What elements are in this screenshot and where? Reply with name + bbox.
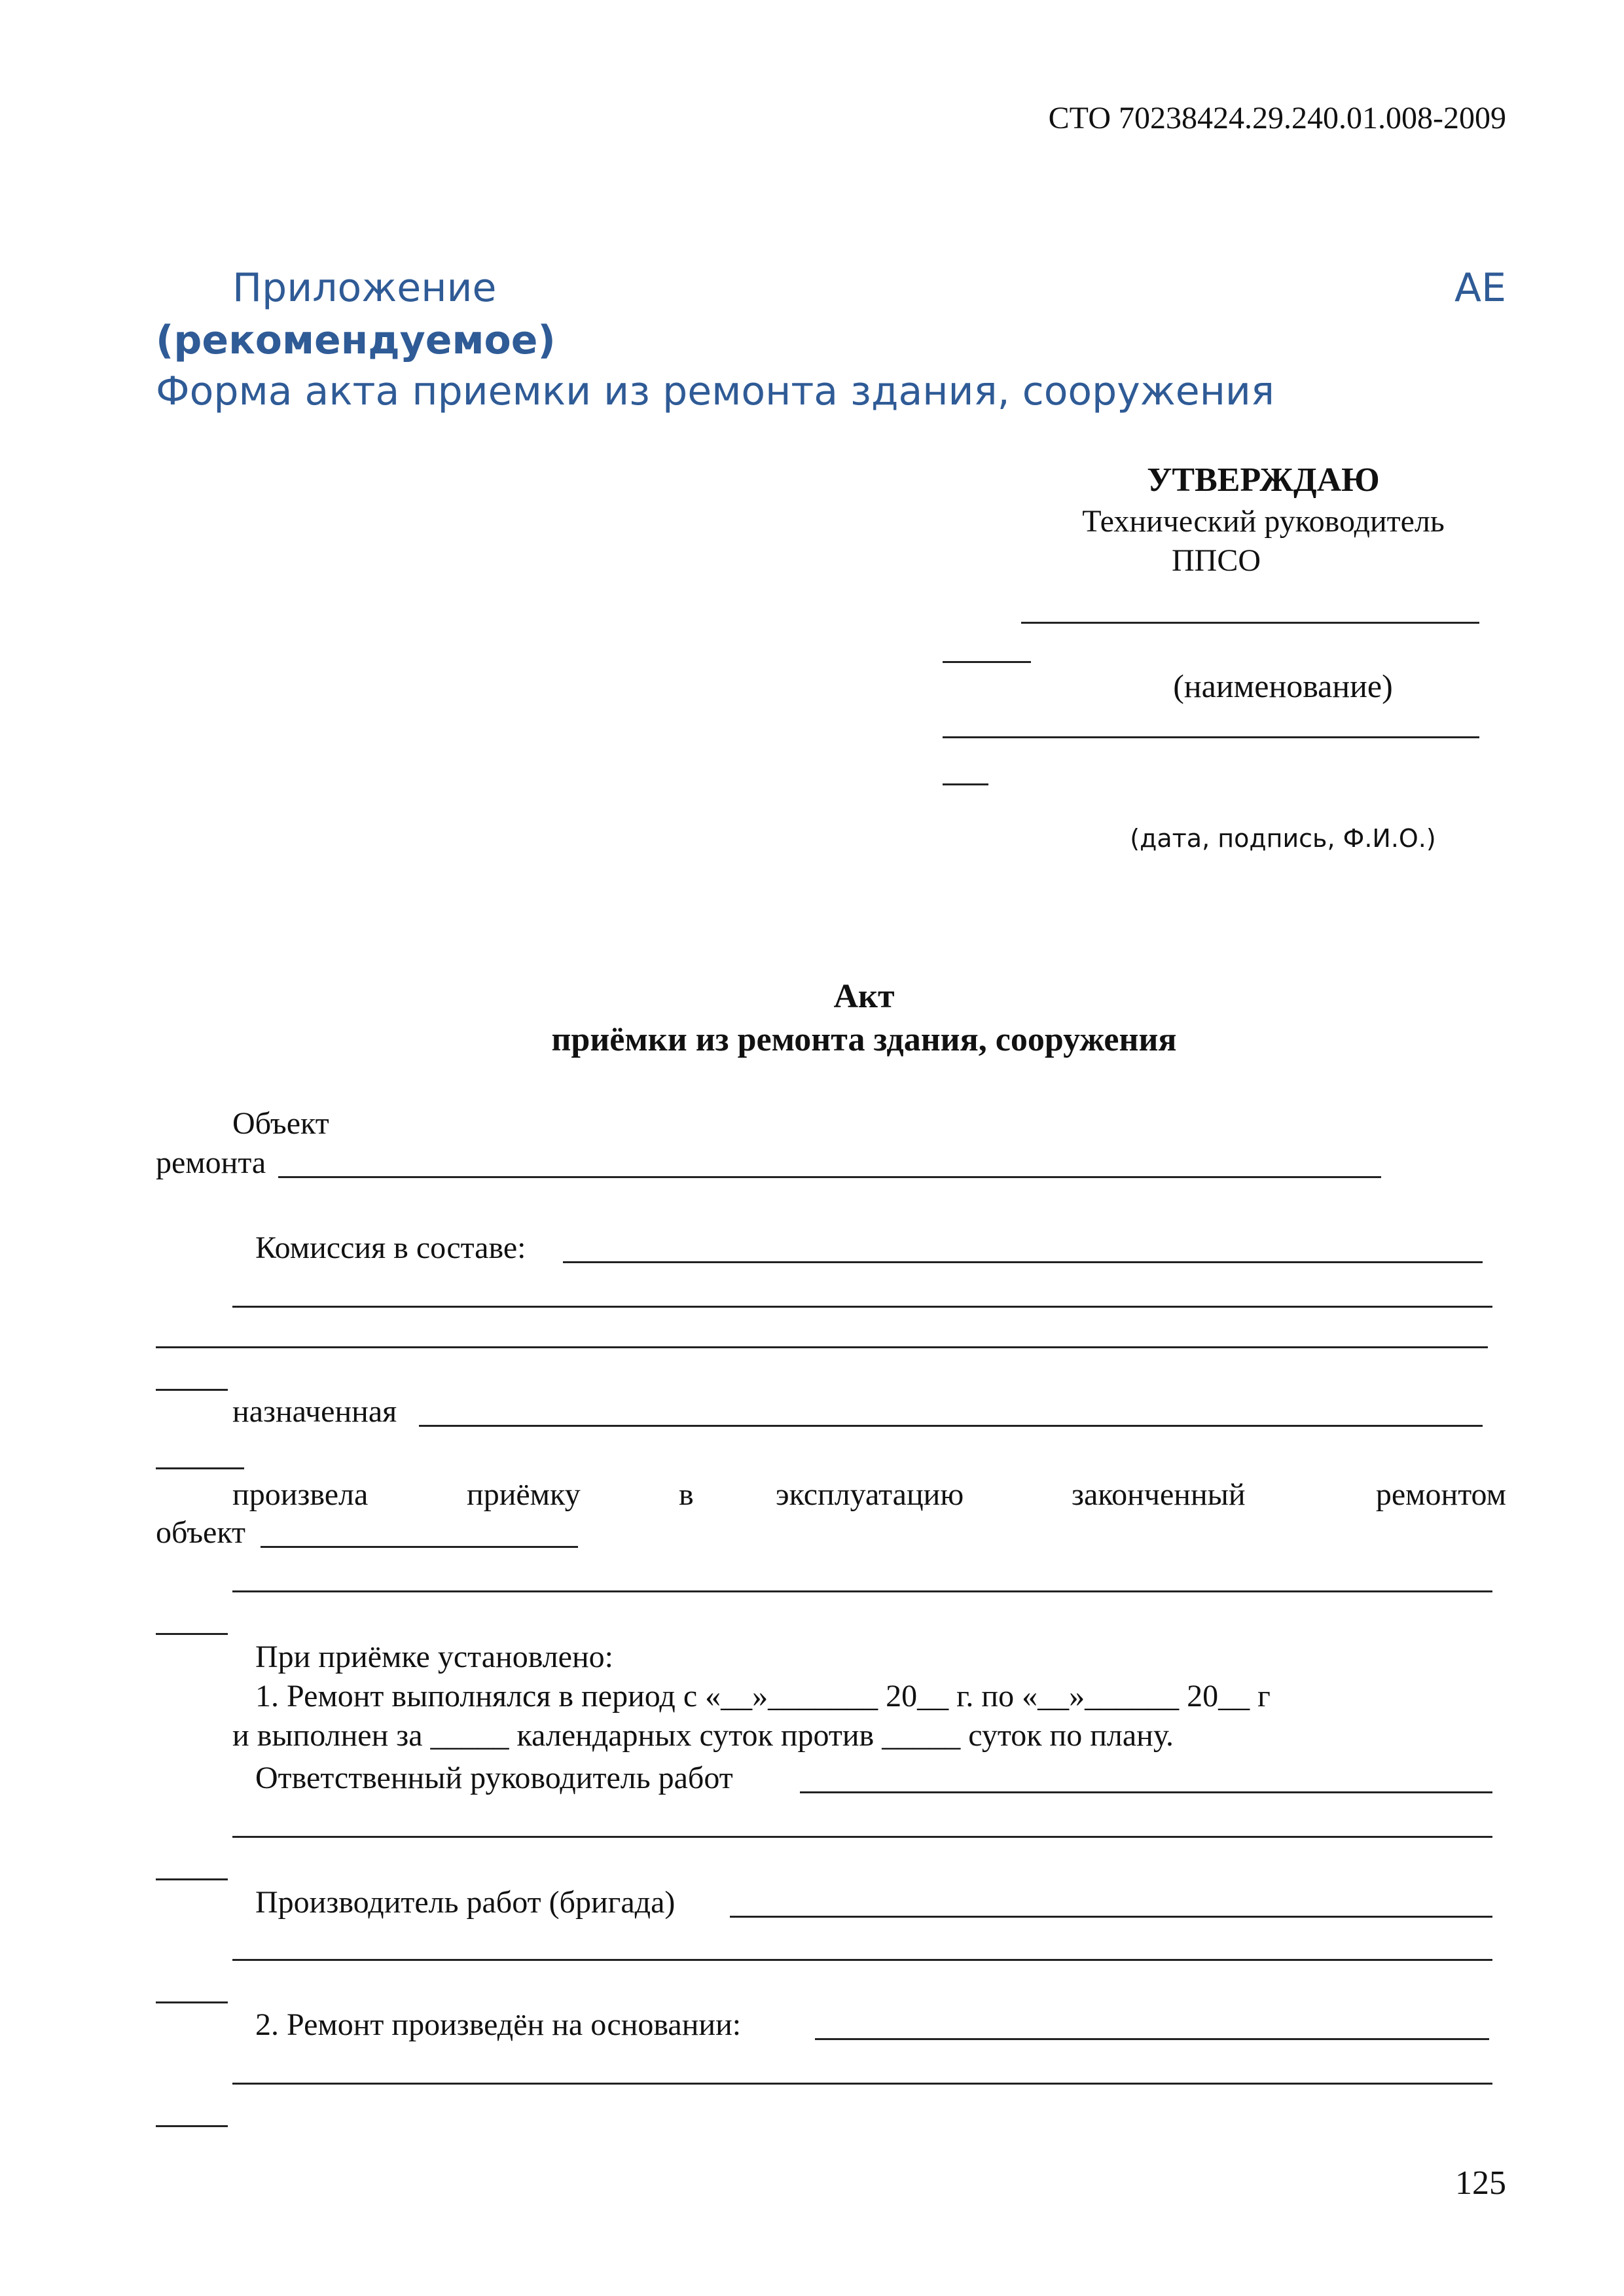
performed-word-5: законченный — [1072, 1477, 1246, 1512]
signature-line-tail — [943, 783, 988, 785]
object-label-2: ремонта — [156, 1145, 266, 1180]
item1-line2: и выполнен за _____ календарных суток против _____ суток по плану. — [232, 1718, 1174, 1753]
object-field[interactable] — [278, 1176, 1381, 1178]
commission-field[interactable] — [563, 1261, 1483, 1263]
approver-position: Технический руководитель — [1082, 504, 1445, 539]
signature-line — [943, 736, 1479, 738]
performed-word-3: в — [679, 1477, 694, 1512]
responsible-field[interactable] — [800, 1791, 1492, 1793]
item2-line-2[interactable] — [232, 2083, 1492, 2085]
appendix-type: (рекомендуемое) — [156, 317, 556, 363]
org-name-line — [1021, 622, 1479, 624]
name-caption: (наименование) — [1173, 668, 1393, 704]
producer-label: Производитель работ (бригада) — [255, 1885, 676, 1920]
object-label-1: Объект — [232, 1106, 329, 1141]
appendix-title: Форма акта приемки из ремонта здания, сооружения — [156, 368, 1275, 414]
object-name-field[interactable] — [261, 1546, 578, 1548]
approver-org: ППСО — [1172, 543, 1261, 578]
act-subtitle: приёмки из ремонта здания, сооружения — [551, 1021, 1177, 1058]
producer-line-2[interactable] — [232, 1959, 1492, 1961]
appendix-label: Приложение — [232, 265, 497, 311]
responsible-line-2[interactable] — [232, 1836, 1492, 1838]
act-title: Акт — [833, 978, 895, 1015]
object-line-tail — [156, 1633, 228, 1635]
performed-word-6: ремонтом — [1375, 1477, 1506, 1512]
document-code: СТО 70238424.29.240.01.008-2009 — [1048, 101, 1506, 135]
approve-heading: УТВЕРЖДАЮ — [1147, 461, 1380, 499]
responsible-label: Ответственный руководитель работ — [255, 1761, 733, 1795]
item1-line1: 1. Ремонт выполнялся в период с «__»_______ 20__ г. по «__»______ 20__ г — [255, 1679, 1271, 1713]
commission-line-3[interactable] — [156, 1346, 1488, 1348]
performed-word-1: произвела — [232, 1477, 369, 1512]
page-number: 125 — [1455, 2164, 1506, 2202]
item2-line-tail — [156, 2125, 228, 2127]
signature-caption: (дата, подпись, Ф.И.О.) — [1130, 824, 1436, 853]
producer-line-tail — [156, 2001, 228, 2003]
performed-word-2: приёмку — [467, 1477, 581, 1512]
commission-line-tail — [156, 1389, 228, 1391]
appointed-field[interactable] — [419, 1425, 1483, 1427]
responsible-line-tail — [156, 1878, 228, 1880]
established-label: При приёмке установлено: — [255, 1640, 614, 1674]
item2-label: 2. Ремонт произведён на основании: — [255, 2007, 742, 2042]
commission-label: Комиссия в составе: — [255, 1230, 526, 1265]
object-label: объект — [156, 1515, 246, 1550]
appointed-label: назначенная — [232, 1394, 397, 1429]
appointed-line-tail — [156, 1467, 244, 1469]
object-line-2[interactable] — [232, 1590, 1492, 1592]
commission-line-2[interactable] — [232, 1306, 1492, 1308]
appendix-code: АЕ — [1454, 265, 1506, 311]
org-name-line-tail — [943, 661, 1031, 663]
performed-word-4: эксплуатацию — [776, 1477, 964, 1512]
item2-field[interactable] — [815, 2038, 1489, 2040]
producer-field[interactable] — [730, 1916, 1492, 1918]
